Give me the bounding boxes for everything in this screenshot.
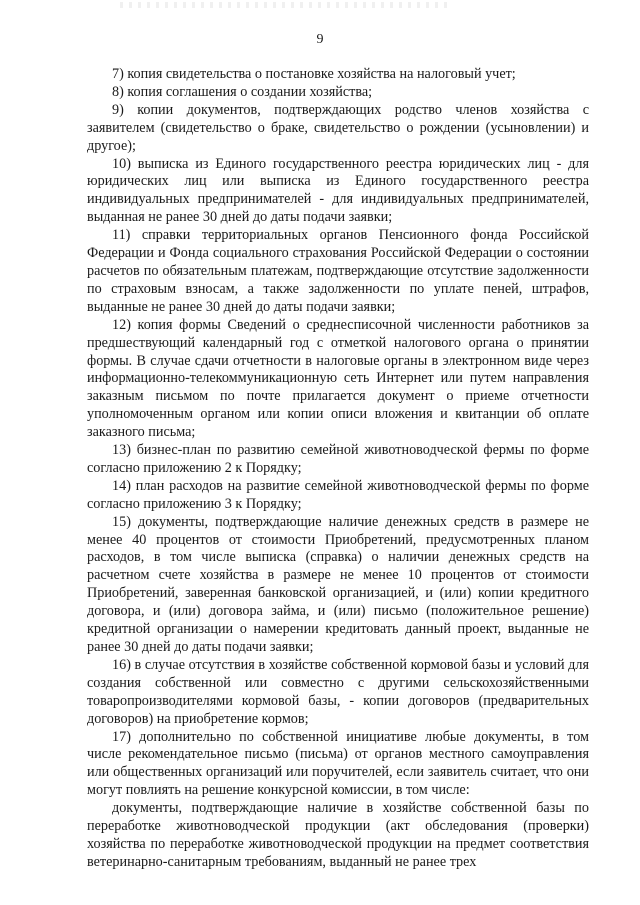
paragraph-item-8: 8) копия соглашения о создании хозяйства; — [112, 83, 373, 100]
paragraph-item-12: 12) копия формы Сведений о среднесписочной численности работников за предшествующий календарный год с отметкой налогового органа о принятии формы. В случае сдачи отчетности в налоговые органы в электронном виде через информационно-телекоммуникационную сеть Интернет или путем направления заказным письмом по почте прилагается документ о приеме отчетности уполномоченным органом или копии описи вложения и квитанции об оплате заказного письма; — [87, 316, 589, 441]
scan-artifact — [120, 2, 450, 8]
page-number: 9 — [316, 32, 324, 47]
paragraph-item-16: 16) в случае отсутствия в хозяйстве собственной кормовой базы и условий для создания собственной или совместно с другими сельскохозяйственными товаропроизводителями кормовой базы, - копии договоров (предварительных договоров) на приобретение кормов; — [87, 656, 589, 727]
paragraph-item-7: 7) копия свидетельства о постановке хозяйства на налоговый учет; — [112, 66, 516, 82]
paragraph-continuation: документы, подтверждающие наличие в хозяйстве собственной базы по переработке животноводческой продукции (акт обследования (проверки) хозяйства по переработке животноводческой продукции на предмет соответствия ветеринарно-санитарным требованиям, выданный не ранее трех — [87, 800, 589, 870]
paragraph-item-17: 17) дополнительно по собственной инициативе любые документы, в том числе рекомендательное письмо (письма) от органов местного самоуправления или общественных организаций или поручителей, если заявитель считает, что они могут повлиять на решение конкурсной комиссии, в том числе: — [87, 728, 589, 799]
paragraph-item-9: 9) копии документов, подтверждающих родство членов хозяйства с заявителем (свидетельство о браке, свидетельство о рождении (усыновлении) и другое); — [87, 101, 589, 154]
paragraph-item-15: 15) документы, подтверждающие наличие денежных средств в размере не менее 40 процентов от стоимости Приобретений, предусмотренных планом расходов, в том числе выписка (справка) о наличии денежных средств на расчетном счете хозяйства в размере не менее 10 процентов от стоимости Приобретений, заверенная банковской организацией, и (или) копии кредитного договора, и (или) договора займа, и (или) письмо (положительное решение) кредитной организации о намерении кредитовать данный проект, выданные не ранее 30 дней до даты подачи заявки; — [87, 513, 589, 655]
paragraph-item-11: 11) справки территориальных органов Пенсионного фонда Российской Федерации и Фонда социального страхования Российской Федерации о состоянии расчетов по обязательным платежам, подтверждающие отсутствие задолженности по страховым взносам, а также задолженности по уплате пеней, штрафов, выданные не ранее 30 дней до даты подачи заявки; — [87, 227, 589, 315]
document-body — [87, 66, 589, 872]
paragraph-item-13: 13) бизнес-план по развитию семейной животноводческой фермы по форме согласно приложению 2 к Порядку; — [87, 442, 589, 476]
paragraph-item-14: 14) план расходов на развитие семейной животноводческой фермы по форме согласно приложению 3 к Порядку; — [87, 477, 589, 512]
paragraph-item-10: 10) выписка из Единого государственного реестра юридических лиц - для юридических лиц или выписка из Единого государственного реестра индивидуальных предпринимателей - для индивидуальных предпринимателей, выданная не ранее 30 дней до даты подачи заявки; — [87, 155, 589, 226]
